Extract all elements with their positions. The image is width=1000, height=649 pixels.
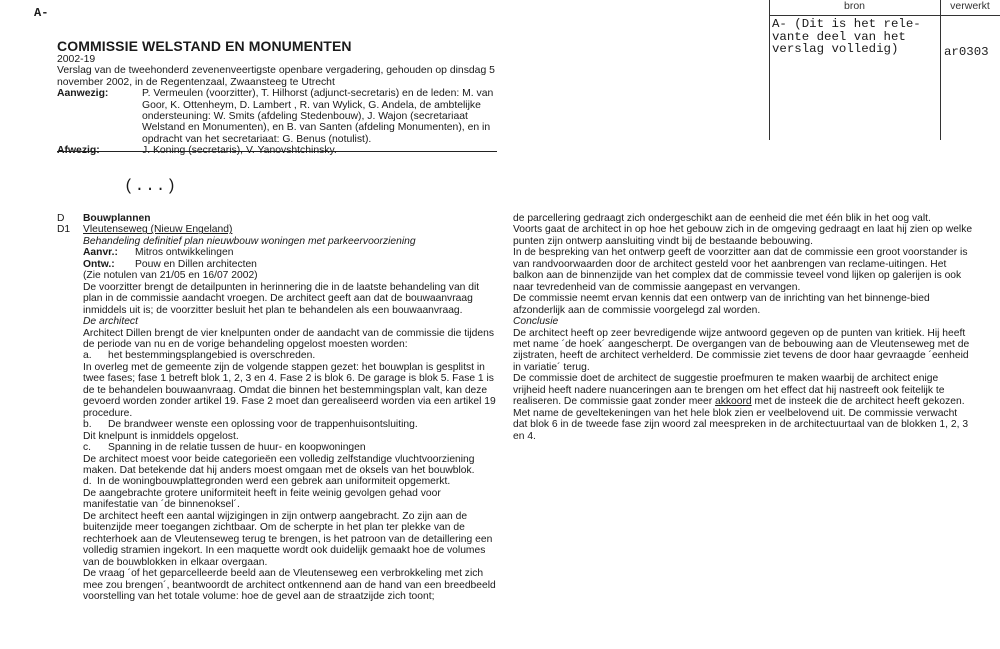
point-text: Spanning in de relatie tussen de huur- en koopwoningen (108, 442, 366, 454)
question-paragraph: De vraag ´of het geparcelleerde beeld aan de Vleutenseweg een verbrokkeling met zich mee zou brengen´, beantwoordt de architect ontkennend aan de hand van een breedbeeld voorstelling van het totale volume: hoe de gevel aan de straatzijde zich toont; (83, 568, 496, 602)
conclusion-paragraph-2 (513, 373, 973, 442)
column-header-bron: bron (843, 0, 865, 12)
absent-value: J. Koning (secretaris), V. Yanovshtchinsky. (142, 145, 337, 157)
absent-label: Afwezig: (57, 145, 100, 157)
point-c-detail: De architect moest voor beide categorieën een volledig zelfstandige vluchtvoorziening maken. Dat betekende dat hij anders moest omgaan met de oksels van het bouwblok. (83, 453, 475, 476)
left-column (57, 213, 499, 602)
verwerkt-cell: ar0303 (944, 45, 989, 59)
section-heading (57, 213, 499, 224)
point-marker: b. (83, 419, 92, 431)
column-header-verwerkt: verwerkt (950, 0, 990, 12)
source-mark: A- (34, 6, 49, 20)
source-table (769, 0, 1000, 140)
table-border-left (769, 0, 770, 140)
context-paragraph: Voorts gaat de architect in op hoe het gebouw zich in de omgeving gedraagt en laat hij zien op welke punten zijn ontwerp aansluiting vindt bij de bestaande bebouwing. (513, 224, 973, 247)
conclusion-text-after: met de insteek die de architect heeft gekozen. Met name de geveltekeningen van het hele blok zien er veelbelovend uit. De commissie verwacht dat blok 6 in de tweede fase zijn woord zal meespreken in de architectuurtaal van de blokken 1, 2, 3 en 4. (513, 396, 969, 442)
architect-intro: Architect Dillen brengt de vier knelpunten onder de aandacht van de commissie die tijdens de periode van nu en de vorige behandeling opgelost moesten worden: (83, 327, 494, 350)
table-column-divider (940, 0, 941, 140)
designer-value: Pouw en Dillen architecten (135, 258, 257, 270)
question-continuation: de parcellering gedraagt zich ondergeschikt aan de eenheid die met één blik in het oog valt. (513, 213, 931, 224)
present-value: P. Vermeulen (voorzitter), T. Hilhorst (adjunct-secretaris) en de leden: M. van Goor, K. Ottenheym, D. Lambert , R. van Wylick, G. Andela, de ambtelijke ondersteuning: W. Smits (afdeling Stedenbouw), J. Wajon (secretariaat Welstand en Monumenten), en B. van Santen (afdeling Monumenten), en in opdracht van het secretariaat: G. Benus (notulist). (142, 88, 494, 145)
omission-ellipsis: (...) (124, 177, 178, 195)
point-d (83, 476, 499, 487)
point-a-detail: In overleg met de gemeente zijn de volgende stappen gezet: het bouwplan is gesplitst in twee fases; fase 1 betreft blok 1, 2, 3 en 4. Fase 2 is blok 6. De garage is blok 5. Fase 1 is de te behandelen bouwaanvraag. Omdat die binnen het bestemmingsplan valt, kan deze gevoerd worden zonder artikel 19. Fase 2 moet dan gerealiseerd worden via een artikel 19 procedure. (83, 361, 496, 419)
applicant-label: Aanvr.: (83, 247, 118, 259)
point-marker: d. (83, 476, 92, 488)
meeting-number: 2002-19 (57, 54, 96, 65)
intro-paragraph: De voorzitter brengt de detailpunten in herinnering die in de laatste behandeling van dit plan in de commissie aandacht vroegen. De architect geeft aan dat de bouwaanvraag inmiddels uit is; de voorzitter besluit het plan te behandelen als een bouwaanvraag. (83, 281, 480, 316)
document-title: COMMISSIE WELSTAND EN MONUMENTEN (57, 38, 352, 54)
applicant-row (83, 247, 499, 258)
meeting-subtitle: Verslag van de tweehonderd zevenenveertigste openbare vergadering, gehouden op dinsdag 5 november 2002, in de Regentenzaal, Zwaansteeg te Utrecht (57, 65, 495, 88)
inner-area-paragraph: De commissie neemt ervan kennis dat een ontwerp van de inrichting van het binnenge-bied afzonderlijk aan de commissie voorgelegd zal worden. (513, 293, 930, 316)
table-header-rule (769, 15, 1000, 16)
point-text: In de woningbouwplattegronden werd een gebrek aan uniformiteit opgemerkt. (97, 476, 451, 488)
designer-row (83, 259, 499, 270)
section-code: D (57, 213, 65, 224)
point-marker: a. (83, 350, 92, 362)
applicant-value: Mitros ontwikkelingen (135, 247, 234, 259)
header-divider (57, 151, 497, 152)
point-d-detail: De aangebrachte grotere uniformiteit heeft in feite weinig gevolgen gehad voor manifestatie van ´de binnenoksel´. (83, 487, 441, 511)
discussion-paragraph: In de bespreking van het ontwerp geeft de voorzitter aan dat de commissie een groot voorstander is van randvoorwaarden door de architect gesteld voor het aanbrengen van reclame-uitingen. Het balkon aan de binnenzijde van het complex dat de commissie teveel vond lijken op galerijen is ook naar tevredenheid van de commissie aangepast en vervangen. (513, 247, 968, 293)
conclusion-heading: Conclusie (513, 316, 559, 328)
architect-heading: De architect (83, 316, 138, 328)
point-b (83, 419, 499, 430)
right-column (513, 213, 973, 442)
item-heading (57, 224, 499, 602)
point-marker: c. (83, 442, 92, 454)
point-b-detail: Dit knelpunt is inmiddels opgelost. (83, 430, 239, 442)
see-notes: (Zie notulen van 21/05 en 16/07 2002) (83, 270, 258, 282)
point-c (83, 442, 499, 453)
conclusion-paragraph-1: De architect heeft op zeer bevredigende wijze antwoord gegeven op de punten van kritiek. Hij heeft met name ´de hoek´ aangescherpt. De overgangen van de bebouwing aan de Vleutenseweg met de zijstraten, heeft de architect verhelderd. De commissie ziet tevens de door haar gevraagde ´eenheid in variatie´ terug. (513, 327, 970, 373)
designer-label: Ontw.: (83, 258, 115, 270)
point-a (83, 350, 499, 361)
present-label: Aanwezig: (57, 88, 109, 100)
item-subtitle: Behandeling definitief plan nieuwbouw woningen met parkeervoorziening (83, 235, 416, 247)
item-title: Vleutenseweg (Nieuw Engeland) (83, 224, 233, 236)
attendance-present (57, 88, 497, 145)
section-title: Bouwplannen (83, 213, 151, 224)
point-text: De brandweer wenste een oplossing voor de trappenhuisontsluiting. (108, 419, 418, 431)
bron-cell: A- (Dit is het rele- vante deel van het verslag volledig) (772, 17, 921, 56)
conclusion-text-before: De commissie doet de architect de suggestie proefmuren te maken waarbij de architect enige vrijheid heeft nadere nuanceringen aan te brengen om het effect dat hij nastreeft ook feitelijk te realiseren. De commissie gaat zonder meer (513, 373, 945, 408)
changes-paragraph: De architect heeft een aantal wijzigingen in zijn ontwerp aangebracht. Zo zijn aan de buitenzijde meer toegangen zichtbaar. Om de scherpte in het plan ter plekke van de rechterhoek aan de Vleutenseweg terug te brengen, is het patroon van de detaillering een volledig stramien ingekort. In een maquette wordt ook duidelijk gemaakt hoe de volumes van de bouwblokken in elkaar overgaan. (83, 510, 493, 568)
item-code: D1 (57, 224, 71, 236)
point-text: het bestemmingsplangebied is overschreden. (108, 350, 316, 362)
conclusion-emphasis: akkoord (715, 396, 752, 408)
document-header (57, 38, 497, 157)
